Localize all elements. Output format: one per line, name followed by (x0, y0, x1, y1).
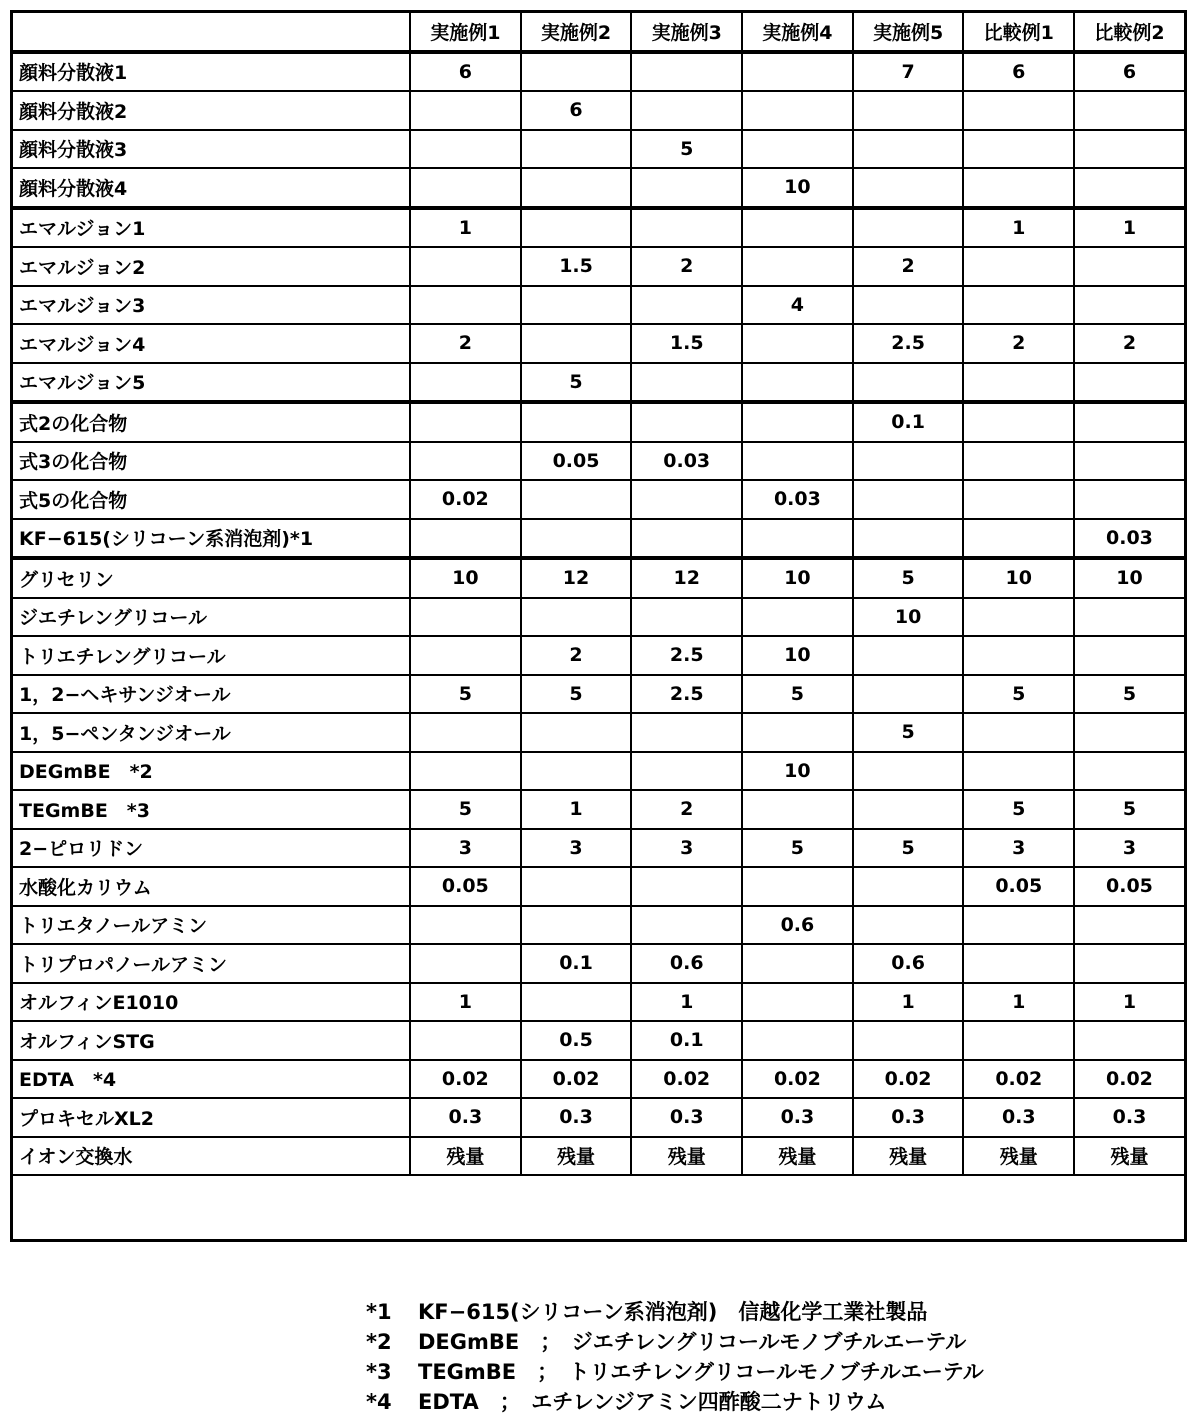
table-row (12, 790, 1185, 829)
table-cell (963, 598, 1074, 637)
table-cell: 2.5 (853, 324, 964, 363)
table-cell: 2 (963, 324, 1074, 363)
table-cell: 1 (521, 790, 632, 829)
table-cell (631, 168, 742, 208)
table-cell (853, 363, 964, 403)
column-header: 実施例4 (742, 12, 853, 52)
table-row (12, 1137, 1185, 1176)
table-cell: 0.3 (631, 1098, 742, 1137)
table-row (12, 519, 1185, 559)
table-cell: 5 (853, 713, 964, 752)
table-row (12, 906, 1185, 945)
table-cell (631, 598, 742, 637)
table-cell: 0.3 (853, 1098, 964, 1137)
table-row (12, 402, 1185, 442)
table-cell: 10 (410, 558, 521, 598)
table-cell: 3 (631, 829, 742, 868)
table-row (12, 91, 1185, 130)
table-cell: 0.6 (631, 944, 742, 983)
table-cell: 10 (742, 636, 853, 675)
footnotes (366, 1297, 984, 1417)
table-cell (963, 1021, 1074, 1060)
table-cell: 0.02 (410, 480, 521, 519)
footnote-text: KF−615(シリコーン系消泡剤) 信越化学工業社製品 (418, 1300, 928, 1324)
table-cell: 2 (853, 247, 964, 286)
table-cell (521, 867, 632, 906)
table-cell (631, 752, 742, 791)
table-cell (1074, 247, 1185, 286)
table-cell: 5 (963, 790, 1074, 829)
table-cell (742, 1021, 853, 1060)
footnote-text: TEGmBE ； トリエチレングリコールモノブチルエーテル (418, 1360, 984, 1384)
row-label: 顔料分散液2 (12, 91, 410, 130)
table-cell: 10 (742, 168, 853, 208)
table-cell (1074, 944, 1185, 983)
table-cell (410, 636, 521, 675)
table-cell: 1 (1074, 208, 1185, 248)
table-cell (410, 363, 521, 403)
table-cell: 2 (521, 636, 632, 675)
table-row (12, 558, 1185, 598)
table-cell: 0.3 (521, 1098, 632, 1137)
table-cell: 0.03 (1074, 519, 1185, 559)
row-label: エマルジョン5 (12, 363, 410, 403)
table-row (12, 52, 1185, 92)
table-cell (410, 402, 521, 442)
table-row (12, 829, 1185, 868)
table-cell: 0.02 (963, 1060, 1074, 1099)
table-cell (742, 790, 853, 829)
row-label: トリエタノールアミン (12, 906, 410, 945)
table-cell (963, 442, 1074, 481)
table-cell: 5 (1074, 790, 1185, 829)
table-cell: 7 (853, 52, 964, 92)
table-cell (853, 790, 964, 829)
table-cell (631, 208, 742, 248)
table-cell (631, 363, 742, 403)
table-cell (742, 208, 853, 248)
table-cell (410, 598, 521, 637)
table-row (12, 1021, 1185, 1060)
table-cell (853, 208, 964, 248)
table-row (12, 286, 1185, 325)
table-cell: 0.02 (521, 1060, 632, 1099)
table-cell (742, 363, 853, 403)
table-cell (521, 168, 632, 208)
table-cell (410, 752, 521, 791)
table-row (12, 247, 1185, 286)
table-cell (410, 1021, 521, 1060)
table-cell: 0.03 (742, 480, 853, 519)
table-cell (742, 713, 853, 752)
table-row (12, 324, 1185, 363)
table-cell (521, 324, 632, 363)
table-cell: 0.3 (742, 1098, 853, 1137)
row-label: EDTA *4 (12, 1060, 410, 1099)
table-cell: 残量 (742, 1137, 853, 1176)
table-cell (410, 906, 521, 945)
row-label: ジエチレングリコール (12, 598, 410, 637)
table-cell (521, 286, 632, 325)
table-cell: 5 (410, 675, 521, 714)
table-cell: 0.05 (963, 867, 1074, 906)
table-cell (410, 286, 521, 325)
table-cell (853, 130, 964, 169)
table-cell (1074, 713, 1185, 752)
footnote-text: EDTA ； エチレンジアミン四酢酸二ナトリウム (418, 1390, 887, 1414)
table-row (12, 675, 1185, 714)
table-cell (853, 867, 964, 906)
table-cell (1074, 363, 1185, 403)
table-cell (963, 944, 1074, 983)
table-cell: 2 (631, 247, 742, 286)
row-label: 1，5−ペンタンジオール (12, 713, 410, 752)
table-cell (410, 519, 521, 559)
row-label: 式3の化合物 (12, 442, 410, 481)
table-cell (853, 519, 964, 559)
footnote (366, 1327, 984, 1357)
footnote-mark: *3 (366, 1360, 392, 1384)
row-label: 式5の化合物 (12, 480, 410, 519)
table-row (12, 363, 1185, 403)
table-cell (963, 906, 1074, 945)
table-row (12, 480, 1185, 519)
table-cell (521, 519, 632, 559)
table-cell: 0.6 (742, 906, 853, 945)
row-label: プロキセルXL2 (12, 1098, 410, 1137)
table-cell: 0.5 (521, 1021, 632, 1060)
column-header: 実施例2 (521, 12, 632, 52)
table-cell (631, 91, 742, 130)
table-cell (410, 944, 521, 983)
table-cell: 0.05 (410, 867, 521, 906)
table-cell: 残量 (410, 1137, 521, 1176)
table-cell (963, 247, 1074, 286)
table-cell: 0.1 (521, 944, 632, 983)
table-cell: 6 (410, 52, 521, 92)
table-cell (410, 130, 521, 169)
row-label: 2−ピロリドン (12, 829, 410, 868)
table-cell: 0.3 (1074, 1098, 1185, 1137)
table-cell (853, 91, 964, 130)
column-header: 実施例3 (631, 12, 742, 52)
table-cell: 0.05 (1074, 867, 1185, 906)
table-cell (521, 208, 632, 248)
table-row (12, 598, 1185, 637)
table-cell: 残量 (521, 1137, 632, 1176)
row-label: 式2の化合物 (12, 402, 410, 442)
table-cell (853, 636, 964, 675)
table-cell (963, 286, 1074, 325)
row-label: 顔料分散液1 (12, 52, 410, 92)
table-cell: 5 (410, 790, 521, 829)
table-cell: 2 (410, 324, 521, 363)
table-cell (853, 286, 964, 325)
table-cell (631, 52, 742, 92)
table-cell: 0.03 (631, 442, 742, 481)
table-row (12, 1098, 1185, 1137)
table-cell (410, 713, 521, 752)
column-header: 実施例5 (853, 12, 964, 52)
table-row (12, 867, 1185, 906)
table-cell (521, 480, 632, 519)
table-cell: 10 (742, 752, 853, 791)
table-cell: 0.3 (963, 1098, 1074, 1137)
table-cell (742, 52, 853, 92)
table-cell: 0.1 (631, 1021, 742, 1060)
footnote (366, 1387, 984, 1417)
table-cell: 0.6 (853, 944, 964, 983)
row-label: 1，2−ヘキサンジオール (12, 675, 410, 714)
row-label: オルフィンE1010 (12, 983, 410, 1022)
table-cell (631, 906, 742, 945)
table-cell: 1.5 (631, 324, 742, 363)
row-label: KF−615(シリコーン系消泡剤)*1 (12, 519, 410, 559)
table-cell: 3 (521, 829, 632, 868)
footnote-mark: *1 (366, 1300, 392, 1324)
table-cell (631, 402, 742, 442)
table-cell: 残量 (631, 1137, 742, 1176)
row-label: グリセリン (12, 558, 410, 598)
row-label: 水酸化カリウム (12, 867, 410, 906)
table-cell: 5 (1074, 675, 1185, 714)
table-cell (742, 324, 853, 363)
table-cell: 5 (853, 829, 964, 868)
column-header: 比較例2 (1074, 12, 1185, 52)
table-cell (963, 402, 1074, 442)
table-cell (853, 480, 964, 519)
table-cell: 0.1 (853, 402, 964, 442)
column-header: 実施例1 (410, 12, 521, 52)
table-cell: 12 (521, 558, 632, 598)
row-label: トリエチレングリコール (12, 636, 410, 675)
table-cell (1074, 1021, 1185, 1060)
table-cell (1074, 130, 1185, 169)
table-cell (1074, 286, 1185, 325)
table-cell (853, 168, 964, 208)
table-row (12, 983, 1185, 1022)
table-cell: 3 (410, 829, 521, 868)
table-cell: 5 (521, 363, 632, 403)
column-header: 比較例1 (963, 12, 1074, 52)
table-cell: 2 (631, 790, 742, 829)
footnote (366, 1297, 984, 1327)
table-row (12, 1060, 1185, 1099)
table-cell: 1 (853, 983, 964, 1022)
table-cell: 10 (1074, 558, 1185, 598)
row-label: エマルジョン4 (12, 324, 410, 363)
table-cell (410, 168, 521, 208)
table-cell (963, 130, 1074, 169)
table-cell: 0.02 (853, 1060, 964, 1099)
table-cell (1074, 480, 1185, 519)
table-cell: 1 (410, 983, 521, 1022)
table-row (12, 442, 1185, 481)
table-cell (853, 675, 964, 714)
table-cell (1074, 636, 1185, 675)
footnote (366, 1357, 984, 1387)
table-cell (521, 598, 632, 637)
corner-cell (12, 12, 410, 52)
table-cell: 5 (742, 829, 853, 868)
table-cell (853, 906, 964, 945)
table-cell (1074, 906, 1185, 945)
table-cell (963, 168, 1074, 208)
table-cell: 0.3 (410, 1098, 521, 1137)
table-cell (521, 130, 632, 169)
table-cell: 2.5 (631, 675, 742, 714)
table-cell (631, 286, 742, 325)
table-cell (521, 402, 632, 442)
table-cell (631, 480, 742, 519)
table-cell: 2 (1074, 324, 1185, 363)
table-cell (963, 519, 1074, 559)
table-cell: 0.02 (631, 1060, 742, 1099)
table-cell: 10 (963, 558, 1074, 598)
footnote-text: DEGmBE ； ジエチレングリコールモノブチルエーテル (418, 1330, 967, 1354)
table-cell (963, 480, 1074, 519)
table-cell (742, 519, 853, 559)
table-cell: 0.02 (410, 1060, 521, 1099)
table-cell: 0.02 (1074, 1060, 1185, 1099)
row-label: オルフィンSTG (12, 1021, 410, 1060)
table-cell: 残量 (963, 1137, 1074, 1176)
row-label: エマルジョン2 (12, 247, 410, 286)
table-cell (1074, 752, 1185, 791)
table-cell: 1 (1074, 983, 1185, 1022)
table-cell: 5 (853, 558, 964, 598)
table-cell: 12 (631, 558, 742, 598)
table-row (12, 752, 1185, 791)
table-cell (963, 91, 1074, 130)
table-cell (742, 867, 853, 906)
table-cell (521, 906, 632, 945)
table-cell (631, 867, 742, 906)
table-row (12, 944, 1185, 983)
table-cell (853, 752, 964, 791)
table-row (12, 636, 1185, 675)
row-label: エマルジョン3 (12, 286, 410, 325)
table-cell (1074, 91, 1185, 130)
table-cell: 1 (410, 208, 521, 248)
table-cell: 残量 (853, 1137, 964, 1176)
table-cell (742, 91, 853, 130)
table-cell: 3 (1074, 829, 1185, 868)
table-cell (1074, 442, 1185, 481)
footnote-mark: *2 (366, 1330, 392, 1354)
table-cell (742, 130, 853, 169)
table-cell: 6 (521, 91, 632, 130)
table-cell (410, 247, 521, 286)
table-cell (963, 752, 1074, 791)
table-cell (1074, 168, 1185, 208)
table-cell (742, 442, 853, 481)
table-cell: 残量 (1074, 1137, 1185, 1176)
table-cell: 10 (853, 598, 964, 637)
row-label: トリプロパノールアミン (12, 944, 410, 983)
table-cell: 1.5 (521, 247, 632, 286)
table-cell (853, 1021, 964, 1060)
table-cell (963, 713, 1074, 752)
table-cell: 1 (963, 208, 1074, 248)
table-row (12, 130, 1185, 169)
table-cell: 5 (963, 675, 1074, 714)
row-label: イオン交換水 (12, 1137, 410, 1176)
table-cell: 0.05 (521, 442, 632, 481)
table-row (12, 713, 1185, 752)
table-cell (742, 983, 853, 1022)
table-cell: 10 (742, 558, 853, 598)
table-cell: 2.5 (631, 636, 742, 675)
table-cell: 1 (963, 983, 1074, 1022)
row-label: 顔料分散液4 (12, 168, 410, 208)
footnote-mark: *4 (366, 1390, 392, 1414)
table-cell (631, 713, 742, 752)
table-cell (521, 713, 632, 752)
row-label: DEGmBE *2 (12, 752, 410, 791)
row-label: TEGmBE *3 (12, 790, 410, 829)
table-row (12, 208, 1185, 248)
table-cell (410, 442, 521, 481)
table-cell: 0.02 (742, 1060, 853, 1099)
table-cell (742, 402, 853, 442)
table-cell (742, 944, 853, 983)
table-row (12, 168, 1185, 208)
formulation-table (11, 11, 1186, 1176)
table-cell: 5 (631, 130, 742, 169)
table-cell (742, 598, 853, 637)
table-cell: 3 (963, 829, 1074, 868)
table-cell: 6 (963, 52, 1074, 92)
table-cell (521, 752, 632, 791)
table-cell (521, 52, 632, 92)
table-cell (963, 363, 1074, 403)
table-cell (631, 519, 742, 559)
table-cell (410, 91, 521, 130)
table-cell: 5 (521, 675, 632, 714)
table-cell (1074, 598, 1185, 637)
table-cell (963, 636, 1074, 675)
table-cell (853, 442, 964, 481)
table-cell (1074, 402, 1185, 442)
table-cell (521, 983, 632, 1022)
table-cell: 5 (742, 675, 853, 714)
table-cell: 6 (1074, 52, 1185, 92)
row-label: 顔料分散液3 (12, 130, 410, 169)
header-row (12, 12, 1185, 52)
table-cell: 1 (631, 983, 742, 1022)
table-cell: 4 (742, 286, 853, 325)
table-cell (742, 247, 853, 286)
row-label: エマルジョン1 (12, 208, 410, 248)
